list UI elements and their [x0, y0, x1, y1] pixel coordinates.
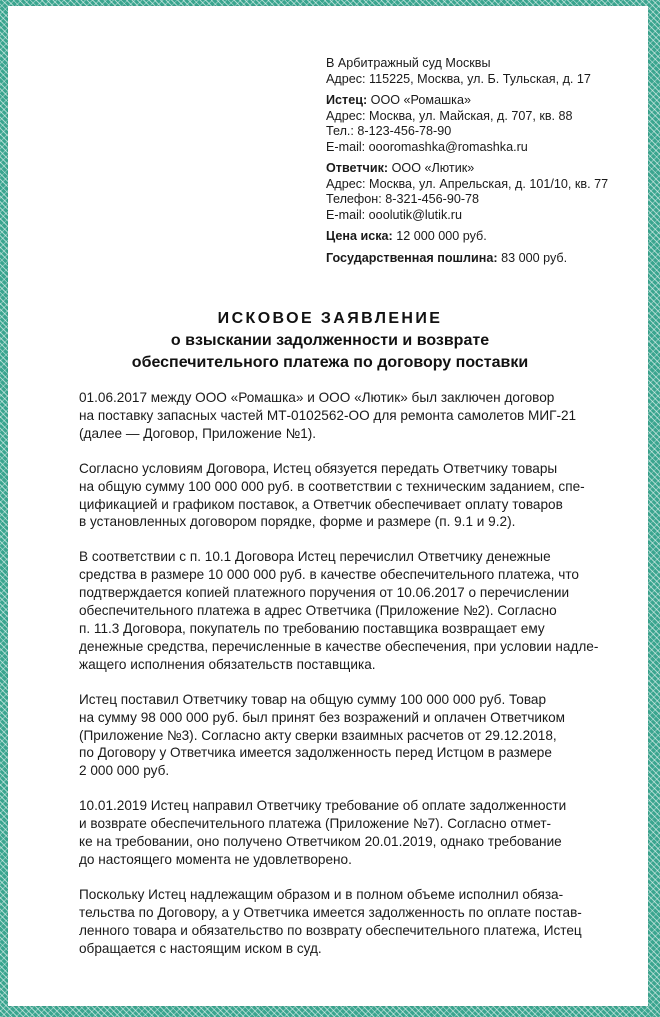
claim-price-value: 12 000 000 руб. — [396, 229, 487, 243]
addressee-block — [326, 56, 626, 266]
paragraph-line: денежные средства, перечисленные в качестве обеспечения, при условии надле- — [79, 638, 599, 654]
defendant-label: Ответчик: — [326, 161, 389, 175]
plaintiff-email: E-mail: oooromashka@romashka.ru — [326, 139, 528, 154]
paragraph-line: ке на требовании, оно получено Ответчиком 20.01.2019, однако требование — [79, 834, 562, 850]
state-fee-label: Государственная пошлина: — [326, 250, 498, 265]
paragraph-line: подтверждается копией платежного поручения от 10.06.2017 о перечислении — [79, 585, 570, 601]
document-title — [70, 308, 590, 374]
plaintiff-name: ООО «Ромашка» — [370, 93, 471, 107]
paragraph-line: Истец поставил Ответчику товар на общую сумму 100 000 000 руб. Товар — [79, 691, 547, 707]
paragraph-line: (далее — Договор, Приложение №1). — [79, 425, 317, 441]
paragraph-line: тельства по Договору, а у Ответчика имеется задолженность по оплате постав- — [79, 904, 582, 920]
defendant-address: Адрес: Москва, ул. Апрельская, д. 101/10, кв. 77 — [326, 176, 609, 191]
defendant-line — [326, 161, 626, 177]
title-subtitle-line1: о взыскании задолженности и возврате — [170, 332, 490, 349]
plaintiff-phone: Тел.: 8-123-456-78-90 — [326, 124, 452, 138]
state-fee-line — [326, 251, 626, 267]
paragraph-line: цификацией и графиком поставок, а Ответчик обеспечивает оплату товаров — [79, 496, 563, 512]
plaintiff-address: Адрес: Москва, ул. Майская, д. 707, кв. 88 — [326, 108, 573, 123]
paragraph-line: на сумму 98 000 000 руб. был принят без возражений и оплачен Ответчиком — [79, 709, 566, 725]
paragraph-line: В соответствии с п. 10.1 Договора Истец перечислил Ответчику денежные — [79, 549, 551, 565]
claim-price-line — [326, 229, 626, 245]
paragraph-line: средства в размере 10 000 000 руб. в качестве обеспечительного платежа, что — [79, 567, 579, 583]
paragraph-line: 01.06.2017 между ООО «Ромашка» и ООО «Лютик» был заключен договор — [79, 390, 555, 405]
body-paragraph — [79, 389, 599, 443]
claim-price-label: Цена иска: — [326, 229, 393, 243]
defendant-email: E-mail: ooolutik@lutik.ru — [326, 207, 462, 222]
defendant-phone: Телефон: 8-321-456-90-78 — [326, 192, 480, 206]
body-paragraph — [79, 797, 599, 869]
court-address: Адрес: 115225, Москва, ул. Б. Тульская, д. 17 — [326, 71, 591, 86]
defendant-name: ООО «Лютик» — [391, 161, 475, 175]
court-name: В Арбитражный суд Москвы — [326, 56, 491, 70]
plaintiff-line — [326, 93, 626, 109]
paragraph-line: в установленных договором порядке, форме и размере (п. 9.1 и 9.2). — [79, 514, 516, 530]
state-fee-value: 83 000 руб. — [501, 250, 568, 265]
paragraph-line: и возврате обеспечительного платежа (Приложение №7). Согласно отмет- — [79, 816, 552, 832]
paragraph-line: жащего исполнения обязательств поставщика. — [79, 656, 376, 672]
paragraph-line: (Приложение №3). Согласно акту сверки взаимных расчетов от 29.12.2018, — [79, 727, 557, 743]
body-paragraph — [79, 691, 599, 781]
body-paragraph — [79, 548, 599, 673]
paragraph-line: п. 11.3 Договора, покупатель по требованию поставщика возвращает ему — [79, 620, 545, 636]
plaintiff-label: Истец: — [326, 93, 368, 107]
paragraph-line: ленного товара и обязательство по возврату обеспечительного платежа, Истец — [79, 922, 582, 938]
title-subtitle-line2: обеспечительного платежа по договору поставки — [131, 354, 529, 371]
paragraph-line: до настоящего момента не удовлетворено. — [79, 851, 352, 867]
document-body — [79, 389, 599, 974]
title-main: ИСКОВОЕ ЗАЯВЛЕНИЕ — [217, 310, 443, 327]
body-paragraph — [79, 460, 599, 532]
paragraph-line: Поскольку Истец надлежащим образом и в полном объеме исполнил обяза- — [79, 886, 564, 902]
paragraph-line: на общую сумму 100 000 000 руб. в соответствии с техническим заданием, спе- — [79, 478, 585, 494]
paragraph-line: 10.01.2019 Истец направил Ответчику требование об оплате задолженности — [79, 798, 567, 814]
paragraph-line: Согласно условиям Договора, Истец обязуется передать Ответчику товары — [79, 460, 558, 476]
paragraph-line: обращается с настоящим иском в суд. — [79, 940, 322, 956]
body-paragraph — [79, 886, 599, 958]
paragraph-line: 2 000 000 руб. — [79, 763, 170, 779]
paragraph-line: по Договору у Ответчика имеется задолженность перед Истцом в размере — [79, 745, 552, 761]
paragraph-line: обеспечительного платежа в адрес Ответчика (Приложение №2). Согласно — [79, 603, 557, 619]
paragraph-line: на поставку запасных частей МТ-0102562-ОО для ремонта самолетов МИГ-21 — [79, 407, 577, 423]
